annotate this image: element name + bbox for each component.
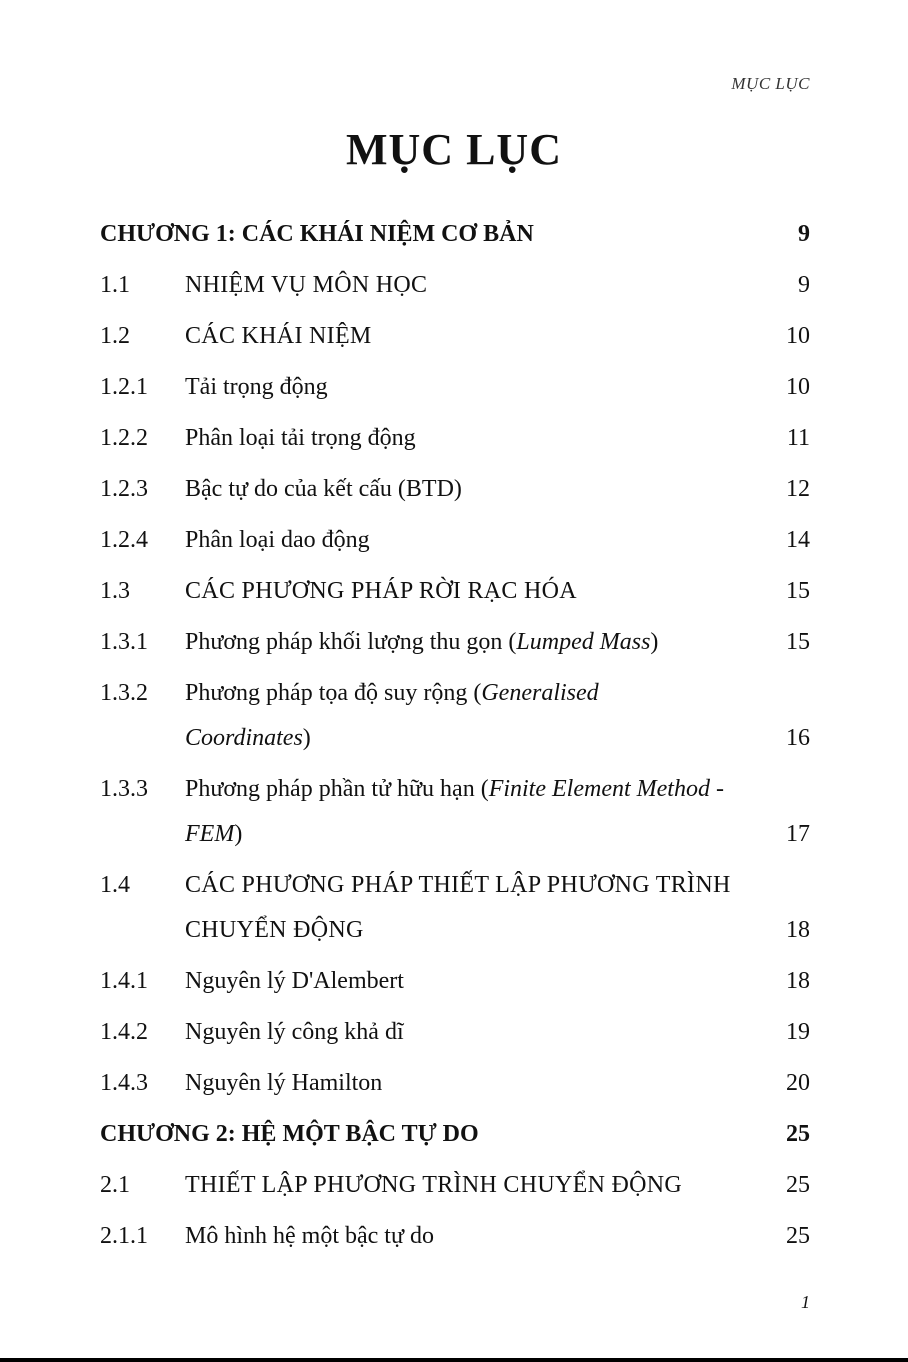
toc-entry-text: Nguyên lý D'Alembert	[185, 968, 404, 994]
toc-entry-page: 15	[786, 578, 810, 604]
toc-entry-number: 2.1	[100, 1172, 130, 1198]
toc-entry-page: 25	[786, 1172, 810, 1198]
toc-entry[interactable]	[100, 1055, 810, 1106]
toc-entry[interactable]	[100, 308, 810, 359]
toc-entry-text	[185, 863, 770, 953]
toc-entry-number: 1.2.4	[100, 527, 148, 553]
toc-entry[interactable]	[100, 614, 810, 665]
toc-entry-page: 12	[786, 476, 810, 502]
toc-entry-page: 25	[786, 1121, 810, 1147]
toc-entry-text	[185, 671, 770, 761]
toc-entry-text: CÁC PHƯƠNG PHÁP RỜI RẠC HÓA	[185, 578, 577, 604]
toc-entry[interactable]	[100, 410, 810, 461]
toc-entry-text: CÁC KHÁI NIỆM	[185, 323, 372, 349]
toc-entry[interactable]	[100, 665, 810, 761]
toc-entry[interactable]	[100, 1208, 810, 1259]
toc-entry-number: 1.3.1	[100, 629, 148, 655]
toc-entry-page: 15	[786, 629, 810, 655]
toc-entry-page: 10	[786, 323, 810, 349]
toc-entry-page: 9	[798, 272, 810, 298]
toc-entry-text-italic: Coordinates	[185, 725, 303, 751]
toc-entry-text-part: )	[650, 629, 659, 655]
toc-entry-number: 1.2	[100, 323, 130, 349]
toc-entry-text-italic: FEM	[185, 821, 235, 847]
toc-entry-text: NHIỆM VỤ MÔN HỌC	[185, 272, 428, 298]
toc-entry-text: Phân loại tải trọng động	[185, 425, 416, 451]
toc-entry-text: Tải trọng động	[185, 374, 328, 400]
toc-entry[interactable]	[100, 257, 810, 308]
toc-entry-text-part: )	[234, 821, 243, 847]
toc-entry-text-part: )	[302, 725, 311, 751]
toc-entry-number: 1.1	[100, 272, 130, 298]
toc-entry-page: 18	[786, 917, 810, 943]
toc-entry-page: 14	[786, 527, 810, 553]
toc-entry[interactable]	[100, 857, 810, 953]
toc-entry-number: 1.2.2	[100, 425, 148, 451]
toc-entry[interactable]	[100, 359, 810, 410]
toc-entry-number: 2.1.1	[100, 1223, 148, 1249]
toc-entry[interactable]	[100, 1157, 810, 1208]
toc-entry-text-line: CÁC PHƯƠNG PHÁP THIẾT LẬP PHƯƠNG TRÌNH	[185, 872, 731, 898]
toc-entry-number: 1.3.2	[100, 680, 148, 706]
running-header: MỤC LỤC	[731, 74, 810, 93]
toc-entry-number: 1.4.1	[100, 968, 148, 994]
toc-entry-text: Nguyên lý Hamilton	[185, 1070, 383, 1096]
toc-entry-text: THIẾT LẬP PHƯƠNG TRÌNH CHUYỂN ĐỘNG	[185, 1172, 683, 1198]
toc-entry-number: 1.4.3	[100, 1070, 148, 1096]
toc-entry[interactable]	[100, 1004, 810, 1055]
toc-entry-text: Mô hình hệ một bậc tự do	[185, 1223, 434, 1249]
toc-entry-number: 1.3.3	[100, 776, 148, 802]
toc-entry-text: Phân loại dao động	[185, 527, 370, 553]
toc-entry-page: 25	[786, 1223, 810, 1249]
toc-entry[interactable]	[100, 953, 810, 1004]
toc-chapter-2[interactable]	[100, 1106, 810, 1157]
toc-entry-page: 11	[786, 425, 810, 451]
table-of-contents	[100, 206, 810, 1259]
toc-entry-number: 1.3	[100, 578, 130, 604]
toc-entry-page: 17	[786, 821, 810, 847]
toc-entry-text: CHƯƠNG 2: HỆ MỘT BẬC TỰ DO	[100, 1121, 479, 1147]
toc-entry-text-line: CHUYỂN ĐỘNG	[185, 917, 364, 943]
toc-entry-text-part: Phương pháp tọa độ suy rộng (	[185, 680, 482, 706]
toc-entry-text-part: Phương pháp khối lượng thu gọn (	[185, 629, 517, 655]
toc-entry-text-italic: Lumped Mass	[516, 629, 651, 655]
toc-entry-page: 9	[798, 221, 810, 247]
toc-entry-text-italic: Finite Element Method -	[488, 776, 724, 802]
page-number: 1	[801, 1292, 810, 1312]
toc-entry-page: 20	[786, 1070, 810, 1096]
toc-entry-text	[185, 767, 770, 857]
toc-chapter-1[interactable]	[100, 206, 810, 257]
toc-entry-text: Nguyên lý công khả dĩ	[185, 1019, 404, 1045]
toc-entry-text: Bậc tự do của kết cấu (BTD)	[185, 476, 462, 502]
toc-entry[interactable]	[100, 761, 810, 857]
toc-entry-page: 16	[786, 725, 810, 751]
toc-entry-number: 1.2.1	[100, 374, 148, 400]
toc-entry-number: 1.4.2	[100, 1019, 148, 1045]
toc-entry[interactable]	[100, 512, 810, 563]
toc-entry-number: 1.2.3	[100, 476, 148, 502]
page-title: MỤC LỤC	[346, 125, 562, 174]
toc-entry-page: 19	[786, 1019, 810, 1045]
toc-entry-page: 18	[786, 968, 810, 994]
toc-entry-text	[185, 620, 770, 665]
toc-entry-page: 10	[786, 374, 810, 400]
bottom-rule	[0, 1358, 908, 1362]
toc-entry[interactable]	[100, 461, 810, 512]
toc-entry-text: CHƯƠNG 1: CÁC KHÁI NIỆM CƠ BẢN	[100, 221, 534, 247]
toc-entry-text-part: Phương pháp phần tử hữu hạn (	[185, 776, 489, 802]
toc-entry-text-italic: Generalised	[481, 680, 599, 706]
toc-entry[interactable]	[100, 563, 810, 614]
toc-entry-number: 1.4	[100, 872, 130, 898]
